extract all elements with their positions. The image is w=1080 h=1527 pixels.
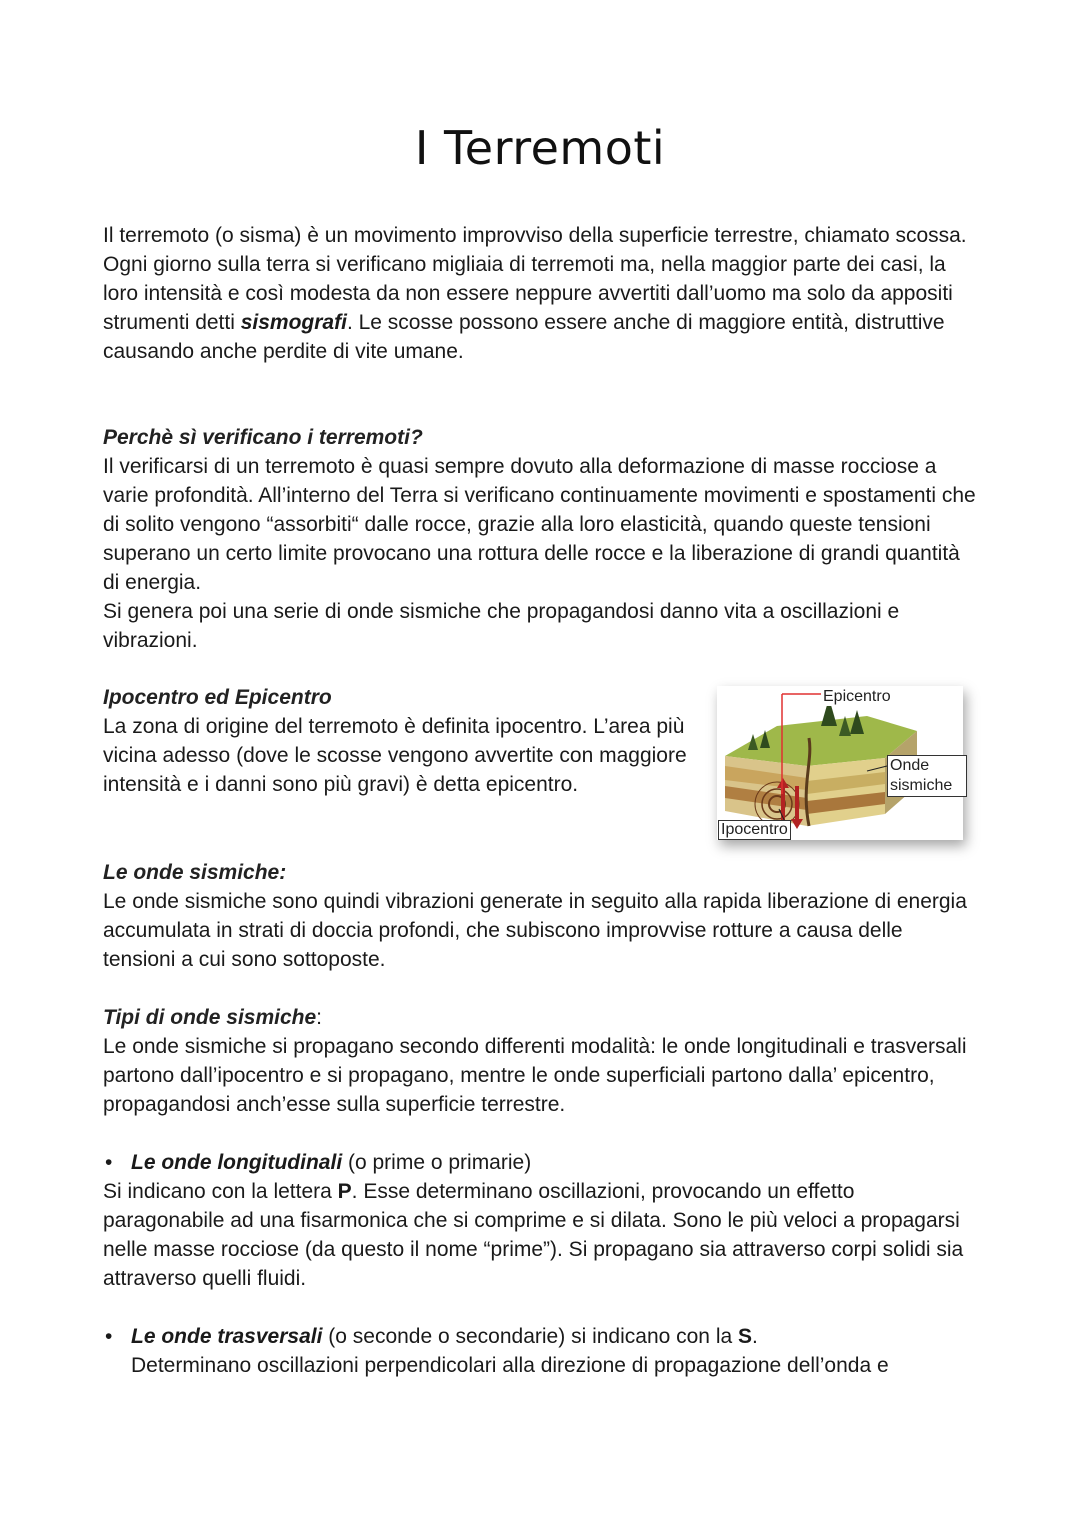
intro-paragraph — [103, 221, 978, 366]
why-paragraph-1: Il verificarsi di un terremoto è quasi sempre dovuto alla deformazione di masse rocciose a varie profondità. All’interno del Terra si verificano continuamente movimenti e spostamenti che di solito vengono “assorbiti“ dalle rocce, grazie alla loro elasticità, quando queste tensioni superano un certo limite provocano una rottura delle rocce e la liberazione di grandi quantità di energia. — [103, 455, 976, 594]
letter-s: S — [738, 1325, 753, 1348]
onde-paragraph: Le onde sismiche sono quindi vibrazioni generate in seguito alla rapida liberazione di energia accumulata in strati di doccia profondi, che subiscono improvvise rotture a causa delle tensioni a cui sono sottoposte. — [103, 890, 967, 971]
list-item: • Le onde trasversali (o seconde o secondarie) si indicano con la S. — [103, 1322, 978, 1351]
intro-text-before: Il terremoto (o sisma) è un movimento improvviso della superficie terrestre, chiamato scossa. Ogni giorno sulla terra si verificano migliaia di terremoti ma, nella maggior parte dei casi, la loro intensità e così modesta da non essere neppure avvertiti dall’uomo ma solo da appositi strumenti detti — [103, 224, 967, 334]
trasversali-term-suffix: (o seconde o secondarie) si indicano con la — [322, 1325, 739, 1348]
tipi-onde-section — [103, 1003, 978, 1119]
trasversali-paragraph: Determinano oscillazioni perpendicolari alla direzione di propagazione dell’onda e — [131, 1354, 889, 1377]
ipocentro-section — [103, 683, 703, 799]
intro-section — [103, 221, 978, 366]
earthquake-diagram-image — [717, 686, 963, 840]
longitudinali-term-suffix: (o prime o primarie) — [342, 1151, 532, 1174]
epicentro-label: Epicentro — [823, 688, 891, 705]
ipocentro-label: Ipocentro — [718, 820, 791, 840]
ipocentro-heading: Ipocentro ed Epicentro — [103, 686, 332, 709]
tipi-paragraph: Le onde sismiche si propagano secondo differenti modalità: le onde longitudinali e trasversali partono dall’ipocentro e si propagano, mentre le onde superficiali partono dalla’ epicentro, propagandosi anch’esse sulla superficie terrestre. — [103, 1035, 967, 1116]
why-paragraph-2: Si genera poi una serie di onde sismiche che propagandosi danno vita a oscillazioni e vibrazioni. — [103, 600, 900, 652]
onde-trasversali-item — [103, 1322, 978, 1380]
onde-sismiche-label: Onde sismiche — [887, 755, 967, 797]
letter-p: P — [337, 1180, 352, 1203]
intro-text-after: . Le scosse possono essere anche di maggiore entità, distruttive causando anche perdite di vite umane. — [103, 311, 945, 363]
onde-longitudinali-item — [103, 1148, 978, 1293]
ipocentro-paragraph: La zona di origine del terremoto è definita ipocentro. L’area più vicina adesso (dove le scosse vengono avvertite con maggiore intensità e i danni sono più gravi) è detta epicentro. — [103, 715, 687, 796]
trasversali-term: Le onde trasversali — [131, 1325, 323, 1348]
bullet-icon: • — [105, 1325, 113, 1348]
sismografi-term: sismografi — [240, 311, 347, 334]
tipi-heading: Tipi di onde sismiche — [103, 1006, 317, 1029]
onde-sismiche-section — [103, 858, 978, 974]
tipi-heading-suffix: : — [316, 1006, 323, 1029]
longitudinali-paragraph: Si indicano con la lettera P. Esse determinano oscillazioni, provocando un effetto paragonabile ad una fisarmonica che si comprime e si dilata. Sono le più veloci a propagarsi nelle masse rocciose (da questo il nome “prime”). Si propagano sia attraverso corpi solidi sia attraverso quelli fluidi. — [103, 1180, 964, 1290]
list-item — [103, 1148, 978, 1177]
longitudinali-term: Le onde longitudinali — [131, 1151, 343, 1174]
why-section — [103, 423, 978, 655]
bullet-icon: • — [105, 1151, 113, 1174]
onde-heading: Le onde sismiche: — [103, 861, 287, 884]
why-heading: Perchè sì verificano i terremoti? — [103, 426, 423, 449]
page-title: I Terremoti — [414, 121, 666, 175]
